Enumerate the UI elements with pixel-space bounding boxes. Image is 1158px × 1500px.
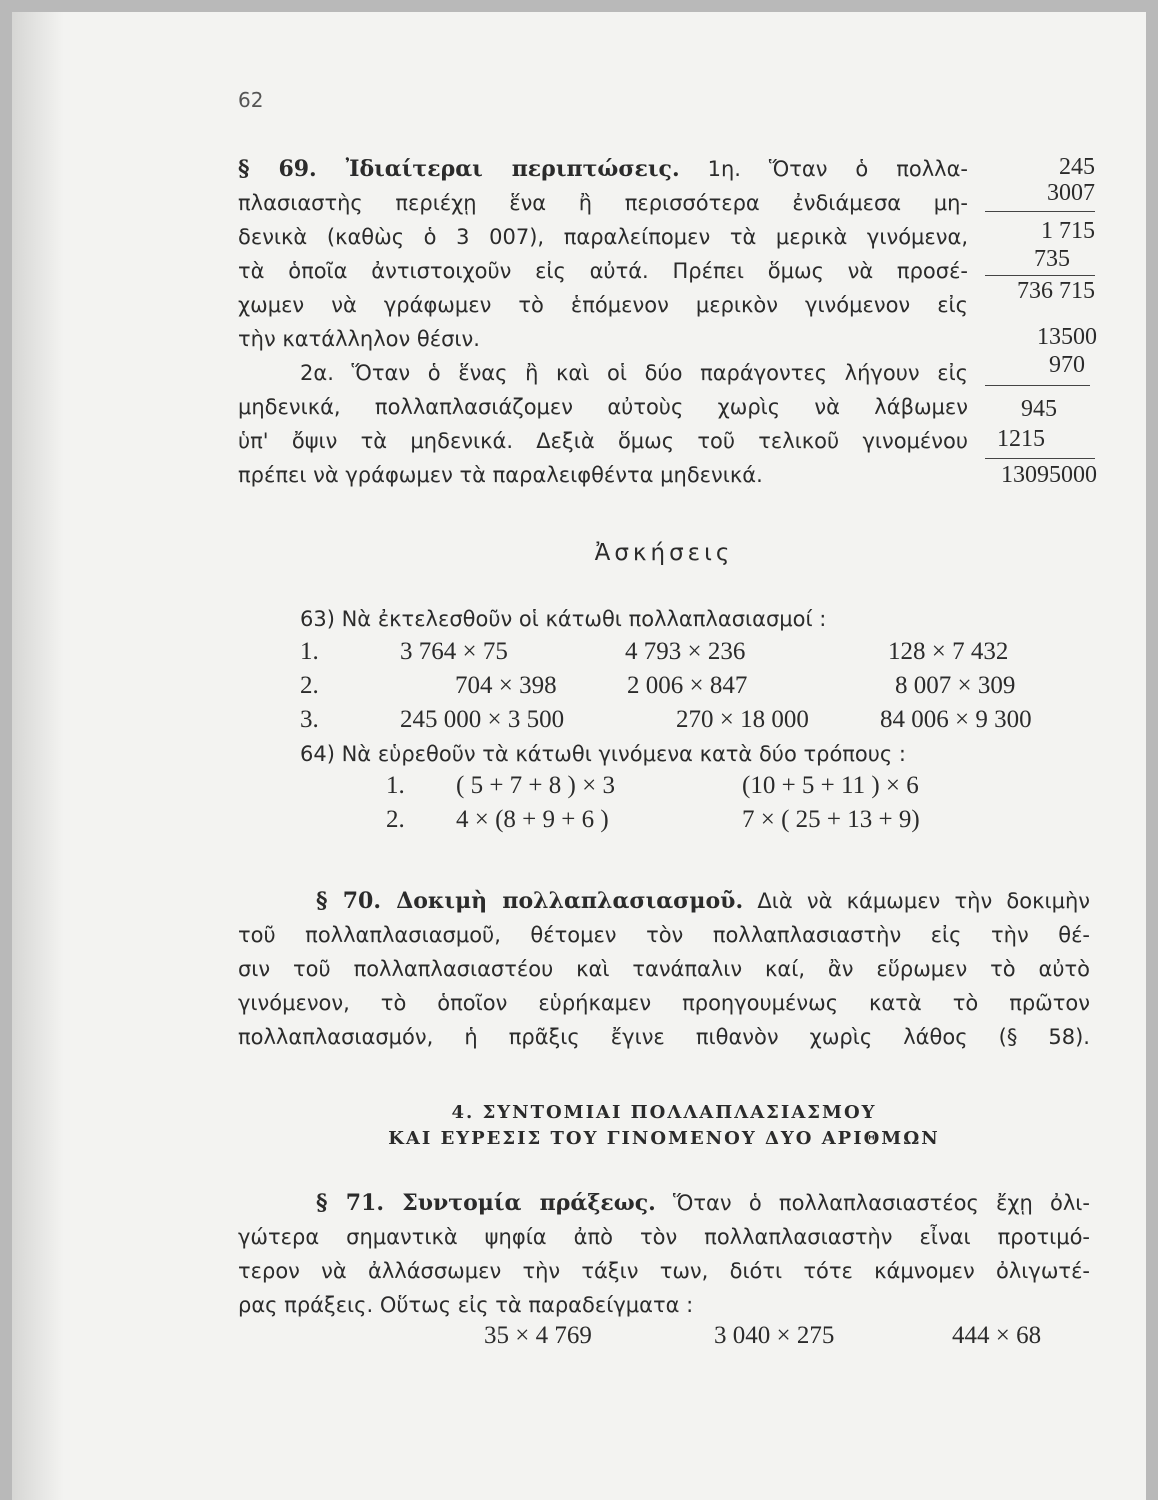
chapter-heading-line-2: ΚΑΙ ΕΥΡΕΣΙΣ ΤΟΥ ΓΙΝΟΜΕΝΟΥ ΔΥΟ ΑΡΙΘΜΩΝ [388, 1128, 940, 1149]
section-71-heading: § 71. Συντομία πράξεως. [316, 1190, 656, 1216]
exercise-63-label: 63) Νὰ ἐκτελεσθοῦν οἱ κάτωθι πολλαπλασιασμοί : [300, 607, 827, 631]
section-71-text: § 71. Συντομία πράξεως. Ὅταν ὁ πολλαπλασιαστέος ἔχῃ ὀλι- γώτερα σημαντικὰ ψηφία ἀπὸ τὸν πολλαπλασιαστὴν εἶναι προτιμό- τερον νὰ ἀλλάσσωμεν τὴν τάξιν των, διότι τότε κάμνομεν ὀλιγωτέ- ρας πράξεις. Οὕτως εἰς τὰ παραδείγματα : [238, 1190, 1090, 1317]
exercise-64-label: 64) Νὰ εὑρεθοῦν τὰ κάτωθι γινόμενα κατὰ δύο τρόπους : [300, 742, 907, 766]
page-gutter-shadow [12, 12, 64, 1500]
section-69-text: § 69. Ἰδιαίτεραι περιπτώσεις. 1η. Ὅταν ὁ πολλα- πλασιαστὴς περιέχῃ ἕνα ἢ περισσότερα ἐνδιάμεσα μη- δενικὰ (καθὼς ὁ 3 007), παραλείπομεν τὰ μερικὰ γινόμενα, τὰ ὁποῖα ἀντιστοιχοῦν εἰς αὐτά. Πρέπει ὅμως νὰ προσέ- χωμεν νὰ γράφωμεν τὸ ἑπόμενον μερικὸν γινόμενον εἰς τὴν κατάλληλον θέσιν. 2α. Ὅταν ὁ ἕνας ἢ καὶ οἱ δύο παράγοντες λήγουν εἰς μηδενικά, πολλαπλασιάζομεν αὐτοὺς χωρὶς νὰ λάβωμεν ὑπ' ὄψιν τὰ μηδενικά. Δεξιὰ ὅμως τοῦ τελικοῦ γινομένου πρέπει νὰ γράφωμεν τὰ παραλειφθέντα μηδενικά. [238, 156, 968, 487]
page-number: 62 [238, 88, 264, 112]
section-70-heading: § 70. Δοκιμὴ πολλαπλασιασμοῦ. [316, 888, 744, 914]
exercises-title: Ἀσκήσεις [594, 540, 734, 566]
section-70-text: § 70. Δοκιμὴ πολλαπλασιασμοῦ. Διὰ νὰ κάμωμεν τὴν δοκιμὴν τοῦ πολλαπλασιασμοῦ, θέτομεν τὸν πολλαπλασιαστὴν εἰς τὴν θέ- σιν τοῦ πολλαπλασιαστέου καὶ τανάπαλιν καί, ἂν εὕρωμεν τὸ αὐτὸ γινόμενον, τὸ ὁποῖον εὑρήκαμεν προηγουμένως κατὰ τὸ πρῶτον πολλαπλασιασμόν, ἡ πρᾶξις ἔγινε πιθανὸν χωρὶς λάθος (§ 58). [238, 888, 1090, 1049]
section-69-heading: § 69. Ἰδιαίτεραι περιπτώσεις. [238, 156, 680, 182]
chapter-heading-line-1: 4. ΣΥΝΤΟΜΙΑΙ ΠΟΛΛΑΠΛΑΣΙΑΣΜΟΥ [451, 1102, 877, 1123]
